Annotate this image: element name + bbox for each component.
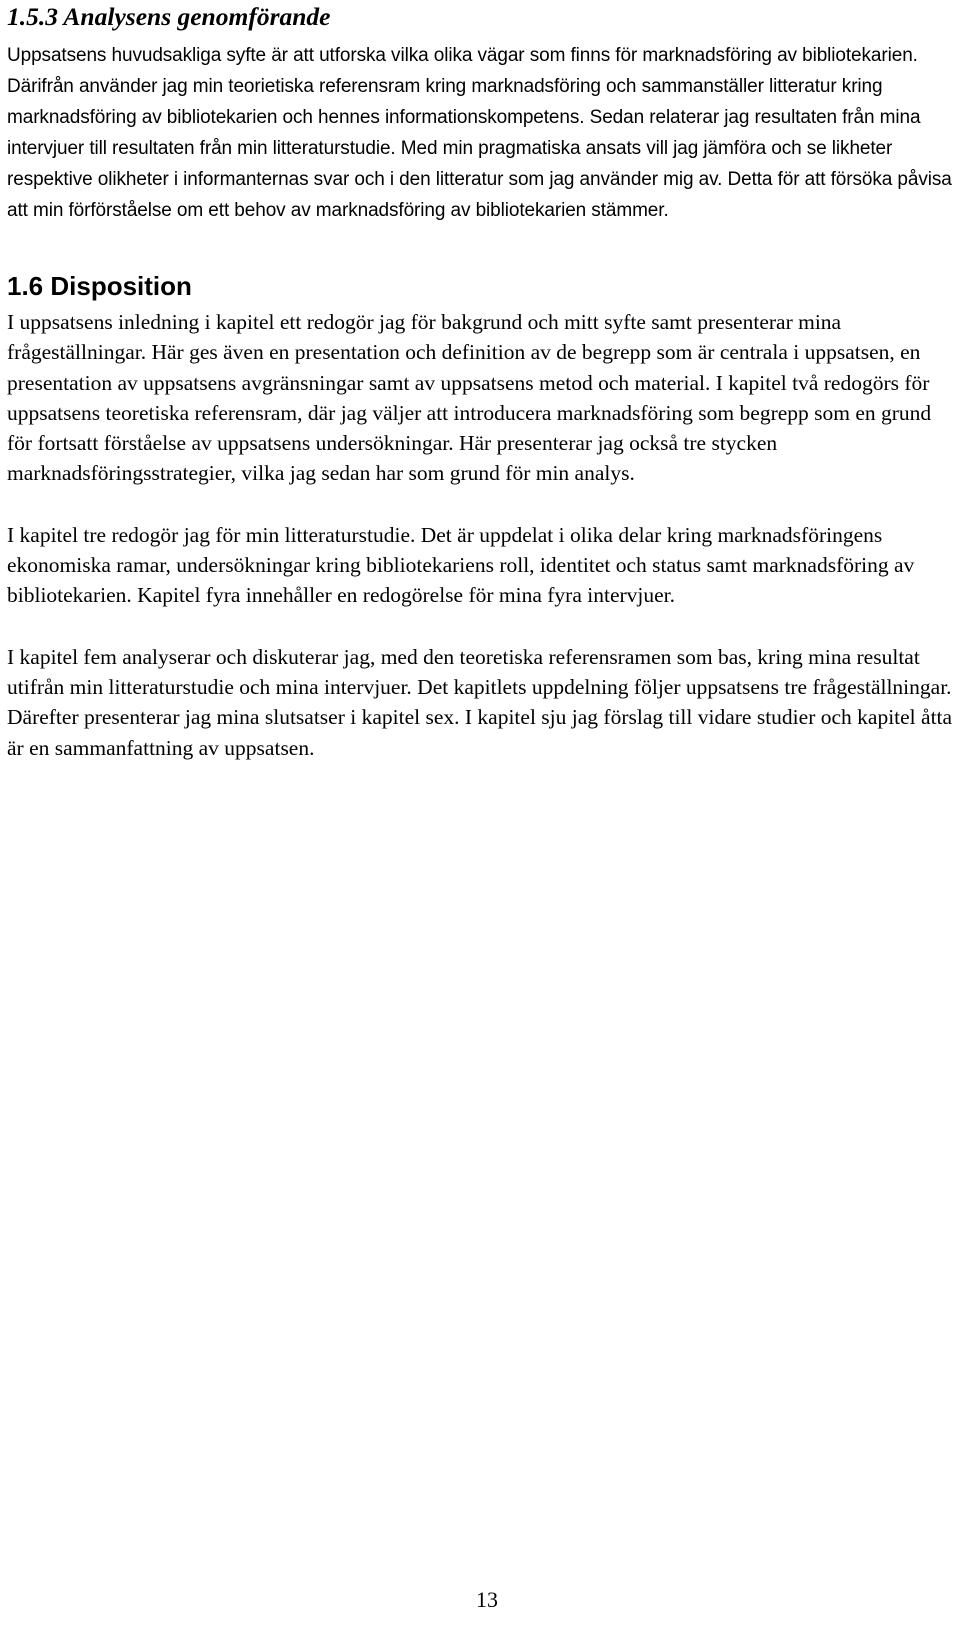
page-number: 13 [476,1587,498,1612]
disposition-paragraph-1: I uppsatsens inledning i kapitel ett redogör jag för bakgrund och mitt syfte samt presenterar mina frågeställningar. Här ges även en presentation och definition av de begrepp som är centrala i uppsatsen, en presentation av uppsatsens avgränsningar samt av uppsatsens metod och material. I kapitel två redogörs för uppsatsens teoretiska referensram, där jag väljer att introducera marknadsföring som begrepp som en grund för fortsatt förståelse av uppsatsens undersökningar. Här presenterar jag också tre stycken marknadsföringsstrategier, vilka jag sedan har som grund för min analys. [7,310,932,486]
section-heading: 1.6 Disposition [7,271,192,301]
section-spacer [7,226,953,257]
disposition-paragraph-2: I kapitel tre redogör jag för min litteraturstudie. Det är uppdelat i olika delar kring marknadsföringens ekonomiska ramar, undersökningar kring bibliotekariens roll, identitet och status samt marknadsföring av bibliotekarien. Kapitel fyra innehåller en redogörelse för mina fyra intervjuer. [7,522,915,608]
analysis-paragraph: Uppsatsens huvudsakliga syfte är att utforska vilka olika vägar som finns för marknadsföring av bibliotekarien. Därifrån använder jag min teorietiska referensram kring marknadsföring och sammanställer litteratur kring marknadsföring av bibliotekarien och hennes informationskompetens. Sedan relaterar jag resultaten från mina intervjuer till resultaten från min litteraturstudie. Med min pragmatiska ansats vill jag jämföra och se likheter respektive olikheter i informanternas svar och i den litteratur som jag använder mig av. Detta för att försöka påvisa att min förförståelse om ett behov av marknadsföring av bibliotekarien stämmer. [7,45,952,221]
page-content [7,0,953,763]
disposition-paragraph-3: I kapitel fem analyserar och diskuterar jag, med den teoretiska referensramen som bas, kring mina resultat utifrån min litteraturstudie och mina intervjuer. Det kapitlets uppdelning följer uppsatsens tre frågeställningar. Därefter presenterar jag mina slutsatser i kapitel sex. I kapitel sju jag förslag till vidare studier och kapitel åtta är en sammanfattning av uppsatsen. [7,644,953,760]
subsection-heading: 1.5.3 Analysens genomförande [7,2,331,31]
